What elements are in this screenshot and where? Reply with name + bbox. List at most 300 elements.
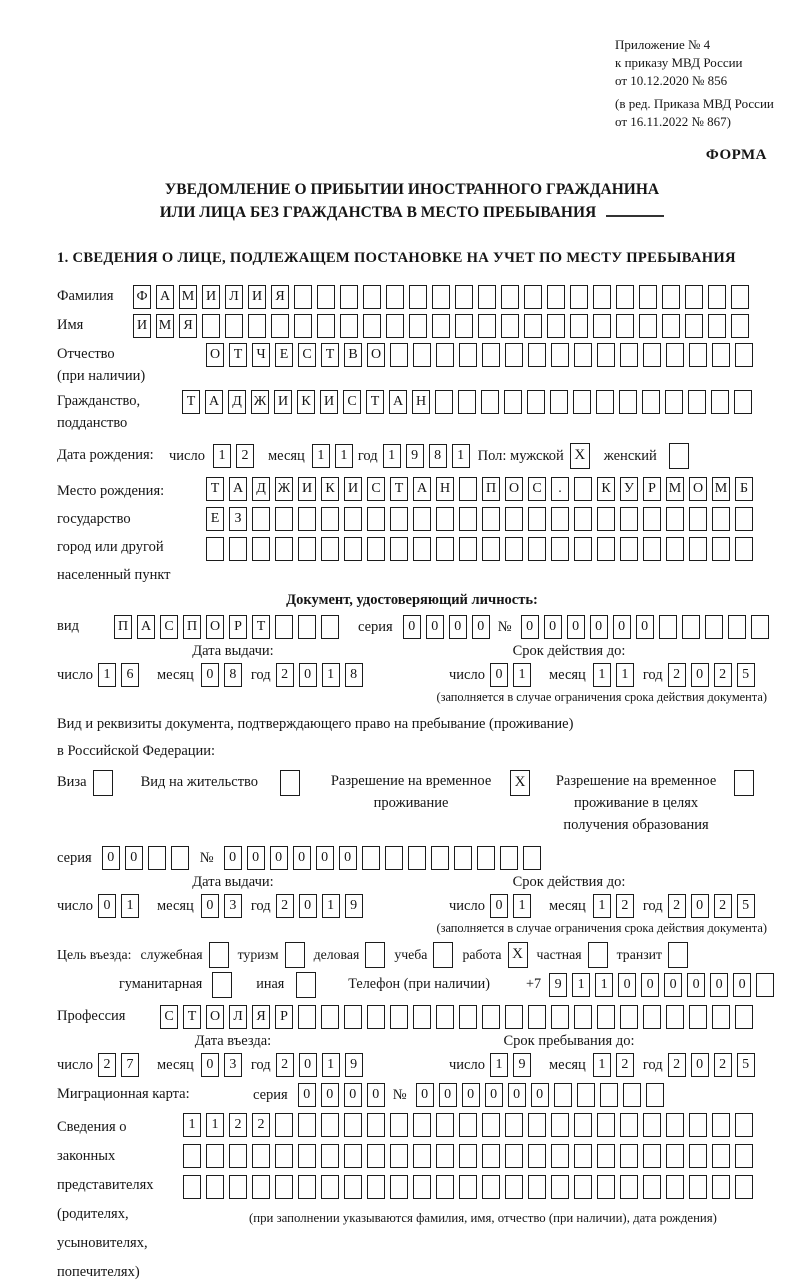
char-box[interactable]	[363, 314, 381, 338]
char-box[interactable]	[659, 615, 677, 639]
stay-doc-issue-day-boxes[interactable]	[98, 894, 144, 918]
char-box[interactable]	[321, 537, 339, 561]
char-box[interactable]: Т	[206, 477, 224, 501]
char-box[interactable]	[712, 1113, 730, 1137]
char-box[interactable]: С	[160, 1005, 178, 1029]
char-box[interactable]	[688, 390, 706, 414]
char-box[interactable]	[294, 314, 312, 338]
char-box[interactable]: 2	[616, 1053, 634, 1077]
char-box[interactable]	[689, 507, 707, 531]
char-box[interactable]: О	[505, 477, 523, 501]
birth-place-row2-boxes[interactable]	[206, 507, 758, 531]
char-box[interactable]	[298, 1175, 316, 1199]
char-box[interactable]	[252, 507, 270, 531]
char-box[interactable]: И	[248, 285, 266, 309]
stay-doc-valid-year-boxes[interactable]	[668, 894, 760, 918]
char-box[interactable]	[689, 1175, 707, 1199]
char-box[interactable]	[620, 507, 638, 531]
char-box[interactable]	[551, 507, 569, 531]
checkbox[interactable]: X	[570, 443, 590, 469]
char-box[interactable]	[344, 1175, 362, 1199]
char-box[interactable]	[409, 285, 427, 309]
char-box[interactable]: 1	[183, 1113, 201, 1137]
char-box[interactable]	[505, 1113, 523, 1137]
char-box[interactable]	[390, 343, 408, 367]
char-box[interactable]: 3	[224, 1053, 242, 1077]
char-box[interactable]: Т	[183, 1005, 201, 1029]
char-box[interactable]: Н	[436, 477, 454, 501]
char-box[interactable]: 5	[737, 894, 755, 918]
char-box[interactable]: В	[344, 343, 362, 367]
char-box[interactable]: 0	[567, 615, 585, 639]
char-box[interactable]: Ф	[133, 285, 151, 309]
birth-day-boxes[interactable]	[213, 444, 259, 468]
char-box[interactable]: 2	[668, 894, 686, 918]
char-box[interactable]	[712, 343, 730, 367]
char-box[interactable]	[574, 507, 592, 531]
char-box[interactable]: Ч	[252, 343, 270, 367]
char-box[interactable]	[271, 314, 289, 338]
char-box[interactable]	[597, 507, 615, 531]
char-box[interactable]	[229, 537, 247, 561]
birth-place-row3-boxes[interactable]	[206, 537, 758, 561]
char-box[interactable]	[413, 343, 431, 367]
char-box[interactable]: 1	[616, 663, 634, 687]
char-box[interactable]	[642, 390, 660, 414]
char-box[interactable]	[459, 1175, 477, 1199]
edu-residence-checkbox[interactable]	[734, 770, 754, 796]
char-box[interactable]	[413, 507, 431, 531]
char-box[interactable]	[639, 285, 657, 309]
char-box[interactable]	[459, 537, 477, 561]
char-box[interactable]	[593, 285, 611, 309]
char-box[interactable]	[367, 1005, 385, 1029]
checkbox[interactable]	[209, 942, 229, 968]
char-box[interactable]	[317, 314, 335, 338]
char-box[interactable]	[501, 285, 519, 309]
char-box[interactable]	[171, 846, 189, 870]
char-box[interactable]	[712, 537, 730, 561]
char-box[interactable]: 8	[224, 663, 242, 687]
char-box[interactable]	[619, 390, 637, 414]
char-box[interactable]	[455, 285, 473, 309]
char-box[interactable]	[459, 343, 477, 367]
phone-boxes[interactable]	[549, 973, 779, 997]
char-box[interactable]	[500, 846, 518, 870]
char-box[interactable]: П	[183, 615, 201, 639]
char-box[interactable]	[597, 537, 615, 561]
char-box[interactable]: 0	[298, 1083, 316, 1107]
char-box[interactable]: 2	[276, 894, 294, 918]
char-box[interactable]	[436, 1144, 454, 1168]
char-box[interactable]	[459, 507, 477, 531]
char-box[interactable]: 1	[312, 444, 330, 468]
char-box[interactable]	[275, 507, 293, 531]
identity-issue-year-boxes[interactable]	[276, 663, 368, 687]
purpose-private-checkbox[interactable]	[588, 942, 608, 968]
char-box[interactable]	[275, 1113, 293, 1137]
char-box[interactable]	[344, 1144, 362, 1168]
char-box[interactable]: А	[229, 477, 247, 501]
checkbox[interactable]	[365, 942, 385, 968]
char-box[interactable]	[616, 314, 634, 338]
char-box[interactable]	[436, 1005, 454, 1029]
char-box[interactable]	[252, 537, 270, 561]
identity-valid-month-boxes[interactable]	[593, 663, 639, 687]
char-box[interactable]	[712, 1175, 730, 1199]
char-box[interactable]	[206, 1175, 224, 1199]
char-box[interactable]	[666, 537, 684, 561]
birth-year-boxes[interactable]	[383, 444, 475, 468]
char-box[interactable]: Б	[735, 477, 753, 501]
identity-issue-month-boxes[interactable]	[201, 663, 247, 687]
purpose-business-checkbox[interactable]	[365, 942, 385, 968]
char-box[interactable]: 1	[121, 894, 139, 918]
char-box[interactable]	[689, 343, 707, 367]
char-box[interactable]: 2	[714, 663, 732, 687]
char-box[interactable]	[735, 1144, 753, 1168]
char-box[interactable]: 0	[98, 894, 116, 918]
citizenship-boxes[interactable]	[182, 390, 757, 414]
char-box[interactable]: 0	[618, 973, 636, 997]
char-box[interactable]: 0	[270, 846, 288, 870]
char-box[interactable]	[643, 1175, 661, 1199]
purpose-work-checkbox[interactable]	[508, 942, 528, 968]
char-box[interactable]	[386, 314, 404, 338]
char-box[interactable]	[597, 1175, 615, 1199]
stay-doc-issue-month-boxes[interactable]	[201, 894, 247, 918]
char-box[interactable]	[183, 1144, 201, 1168]
char-box[interactable]: 0	[247, 846, 265, 870]
char-box[interactable]	[298, 1113, 316, 1137]
char-box[interactable]	[298, 507, 316, 531]
char-box[interactable]	[459, 1144, 477, 1168]
char-box[interactable]	[735, 537, 753, 561]
char-box[interactable]	[712, 1005, 730, 1029]
char-box[interactable]	[574, 1175, 592, 1199]
char-box[interactable]: И	[320, 390, 338, 414]
stay-day-boxes[interactable]	[490, 1053, 536, 1077]
char-box[interactable]	[528, 537, 546, 561]
char-box[interactable]	[363, 285, 381, 309]
checkbox[interactable]: X	[508, 942, 528, 968]
char-box[interactable]	[643, 507, 661, 531]
char-box[interactable]: Л	[229, 1005, 247, 1029]
char-box[interactable]	[708, 285, 726, 309]
char-box[interactable]: 0	[201, 894, 219, 918]
char-box[interactable]: Я	[179, 314, 197, 338]
char-box[interactable]: 0	[321, 1083, 339, 1107]
char-box[interactable]	[436, 343, 454, 367]
char-box[interactable]	[616, 285, 634, 309]
char-box[interactable]: М	[712, 477, 730, 501]
char-box[interactable]	[435, 390, 453, 414]
char-box[interactable]: 9	[513, 1053, 531, 1077]
char-box[interactable]: У	[620, 477, 638, 501]
char-box[interactable]	[321, 507, 339, 531]
char-box[interactable]	[643, 1113, 661, 1137]
stay-year-boxes[interactable]	[668, 1053, 760, 1077]
char-box[interactable]: И	[274, 390, 292, 414]
char-box[interactable]: 0	[508, 1083, 526, 1107]
char-box[interactable]	[482, 1144, 500, 1168]
char-box[interactable]: 0	[316, 846, 334, 870]
char-box[interactable]	[482, 537, 500, 561]
char-box[interactable]: К	[297, 390, 315, 414]
char-box[interactable]	[596, 390, 614, 414]
stay-month-boxes[interactable]	[593, 1053, 639, 1077]
char-box[interactable]	[524, 314, 542, 338]
char-box[interactable]: 0	[224, 846, 242, 870]
char-box[interactable]: 0	[102, 846, 120, 870]
char-box[interactable]: 0	[710, 973, 728, 997]
char-box[interactable]: 0	[299, 663, 317, 687]
char-box[interactable]: 0	[403, 615, 421, 639]
char-box[interactable]: И	[298, 477, 316, 501]
birth-place-row1-boxes[interactable]	[206, 477, 758, 501]
char-box[interactable]: 1	[595, 973, 613, 997]
char-box[interactable]: 2	[98, 1053, 116, 1077]
char-box[interactable]: 0	[733, 973, 751, 997]
char-box[interactable]	[662, 314, 680, 338]
char-box[interactable]	[504, 390, 522, 414]
char-box[interactable]	[482, 1175, 500, 1199]
char-box[interactable]	[436, 1175, 454, 1199]
char-box[interactable]: 9	[345, 1053, 363, 1077]
char-box[interactable]: И	[133, 314, 151, 338]
char-box[interactable]	[298, 1144, 316, 1168]
char-box[interactable]	[547, 314, 565, 338]
stay-doc-valid-day-boxes[interactable]	[490, 894, 536, 918]
char-box[interactable]: 1	[513, 894, 531, 918]
purpose-humanitarian-checkbox[interactable]	[212, 972, 232, 998]
char-box[interactable]: 0	[490, 663, 508, 687]
char-box[interactable]: М	[156, 314, 174, 338]
char-box[interactable]: 5	[737, 663, 755, 687]
char-box[interactable]: 0	[521, 615, 539, 639]
char-box[interactable]	[340, 314, 358, 338]
migration-card-number-boxes[interactable]	[416, 1083, 669, 1107]
char-box[interactable]: 8	[345, 663, 363, 687]
identity-valid-day-boxes[interactable]	[490, 663, 536, 687]
char-box[interactable]	[431, 846, 449, 870]
char-box[interactable]	[639, 314, 657, 338]
surname-boxes[interactable]	[133, 285, 754, 309]
char-box[interactable]: Т	[321, 343, 339, 367]
char-box[interactable]	[666, 1175, 684, 1199]
char-box[interactable]	[570, 285, 588, 309]
char-box[interactable]	[385, 846, 403, 870]
char-box[interactable]	[528, 507, 546, 531]
patronymic-boxes[interactable]	[206, 343, 758, 367]
checkbox[interactable]	[668, 942, 688, 968]
char-box[interactable]	[731, 285, 749, 309]
char-box[interactable]	[413, 1113, 431, 1137]
char-box[interactable]	[367, 1175, 385, 1199]
char-box[interactable]: 1	[593, 1053, 611, 1077]
char-box[interactable]	[734, 390, 752, 414]
char-box[interactable]	[712, 507, 730, 531]
char-box[interactable]	[275, 1144, 293, 1168]
char-box[interactable]	[413, 1144, 431, 1168]
char-box[interactable]: 7	[121, 1053, 139, 1077]
char-box[interactable]	[454, 846, 472, 870]
char-box[interactable]: М	[666, 477, 684, 501]
char-box[interactable]	[666, 1113, 684, 1137]
char-box[interactable]: 0	[439, 1083, 457, 1107]
char-box[interactable]	[547, 285, 565, 309]
char-box[interactable]: 2	[236, 444, 254, 468]
char-box[interactable]: 1	[383, 444, 401, 468]
char-box[interactable]	[574, 1144, 592, 1168]
char-box[interactable]: 8	[429, 444, 447, 468]
char-box[interactable]	[505, 507, 523, 531]
char-box[interactable]	[620, 537, 638, 561]
char-box[interactable]	[620, 343, 638, 367]
char-box[interactable]: 0	[449, 615, 467, 639]
char-box[interactable]	[597, 343, 615, 367]
char-box[interactable]	[206, 537, 224, 561]
char-box[interactable]: Д	[228, 390, 246, 414]
char-box[interactable]: 0	[416, 1083, 434, 1107]
char-box[interactable]	[202, 314, 220, 338]
char-box[interactable]: И	[202, 285, 220, 309]
char-box[interactable]	[321, 1005, 339, 1029]
char-box[interactable]	[524, 285, 542, 309]
char-box[interactable]: О	[367, 343, 385, 367]
char-box[interactable]: 1	[213, 444, 231, 468]
char-box[interactable]	[689, 1005, 707, 1029]
char-box[interactable]	[275, 1175, 293, 1199]
char-box[interactable]: Р	[229, 615, 247, 639]
char-box[interactable]: 1	[593, 663, 611, 687]
char-box[interactable]	[600, 1083, 618, 1107]
char-box[interactable]: А	[413, 477, 431, 501]
char-box[interactable]: Ж	[251, 390, 269, 414]
char-box[interactable]: 0	[691, 663, 709, 687]
char-box[interactable]: 1	[98, 663, 116, 687]
char-box[interactable]	[367, 537, 385, 561]
purpose-official-checkbox[interactable]	[209, 942, 229, 968]
char-box[interactable]	[386, 285, 404, 309]
char-box[interactable]	[620, 1113, 638, 1137]
char-box[interactable]: 2	[276, 663, 294, 687]
char-box[interactable]	[455, 314, 473, 338]
char-box[interactable]: 6	[121, 663, 139, 687]
representatives-row3-boxes[interactable]	[183, 1175, 758, 1199]
char-box[interactable]	[550, 390, 568, 414]
char-box[interactable]: О	[689, 477, 707, 501]
char-box[interactable]	[574, 343, 592, 367]
char-box[interactable]	[344, 537, 362, 561]
char-box[interactable]	[528, 1113, 546, 1137]
char-box[interactable]	[478, 285, 496, 309]
char-box[interactable]	[620, 1005, 638, 1029]
char-box[interactable]: С	[367, 477, 385, 501]
char-box[interactable]	[321, 1175, 339, 1199]
char-box[interactable]: А	[156, 285, 174, 309]
char-box[interactable]: Т	[182, 390, 200, 414]
char-box[interactable]	[666, 1144, 684, 1168]
entry-year-boxes[interactable]	[276, 1053, 368, 1077]
char-box[interactable]: Н	[412, 390, 430, 414]
char-box[interactable]: 0	[293, 846, 311, 870]
entry-day-boxes[interactable]	[98, 1053, 144, 1077]
char-box[interactable]	[367, 1144, 385, 1168]
char-box[interactable]	[505, 1144, 523, 1168]
char-box[interactable]: О	[206, 615, 224, 639]
char-box[interactable]	[551, 1113, 569, 1137]
purpose-tourism-checkbox[interactable]	[285, 942, 305, 968]
char-box[interactable]	[528, 343, 546, 367]
char-box[interactable]: 0	[367, 1083, 385, 1107]
char-box[interactable]: С	[528, 477, 546, 501]
char-box[interactable]: 0	[613, 615, 631, 639]
identity-issue-day-boxes[interactable]	[98, 663, 144, 687]
char-box[interactable]	[459, 477, 477, 501]
char-box[interactable]: Я	[271, 285, 289, 309]
char-box[interactable]	[551, 537, 569, 561]
identity-doc-number-boxes[interactable]	[521, 615, 774, 639]
char-box[interactable]	[275, 615, 293, 639]
char-box[interactable]	[362, 846, 380, 870]
firstname-boxes[interactable]	[133, 314, 754, 338]
char-box[interactable]: 0	[641, 973, 659, 997]
char-box[interactable]	[206, 1144, 224, 1168]
char-box[interactable]	[712, 1144, 730, 1168]
char-box[interactable]: К	[597, 477, 615, 501]
char-box[interactable]	[551, 343, 569, 367]
stay-doc-number-boxes[interactable]	[224, 846, 546, 870]
checkbox[interactable]	[285, 942, 305, 968]
purpose-transit-checkbox[interactable]	[668, 942, 688, 968]
char-box[interactable]	[294, 285, 312, 309]
char-box[interactable]	[505, 537, 523, 561]
char-box[interactable]: 1	[593, 894, 611, 918]
char-box[interactable]	[577, 1083, 595, 1107]
birth-month-boxes[interactable]	[312, 444, 358, 468]
char-box[interactable]	[477, 846, 495, 870]
char-box[interactable]	[646, 1083, 664, 1107]
char-box[interactable]	[482, 343, 500, 367]
char-box[interactable]	[481, 390, 499, 414]
char-box[interactable]: 9	[406, 444, 424, 468]
char-box[interactable]	[528, 1175, 546, 1199]
char-box[interactable]	[597, 1113, 615, 1137]
char-box[interactable]: 2	[252, 1113, 270, 1137]
char-box[interactable]	[711, 390, 729, 414]
char-box[interactable]: 0	[691, 1053, 709, 1077]
char-box[interactable]: 2	[229, 1113, 247, 1137]
char-box[interactable]: 0	[125, 846, 143, 870]
char-box[interactable]	[482, 1005, 500, 1029]
char-box[interactable]	[643, 343, 661, 367]
char-box[interactable]: 2	[276, 1053, 294, 1077]
char-box[interactable]	[735, 1175, 753, 1199]
char-box[interactable]	[620, 1144, 638, 1168]
char-box[interactable]	[643, 1005, 661, 1029]
char-box[interactable]: 1	[335, 444, 353, 468]
char-box[interactable]	[662, 285, 680, 309]
char-box[interactable]: Т	[252, 615, 270, 639]
char-box[interactable]	[436, 1113, 454, 1137]
char-box[interactable]: К	[321, 477, 339, 501]
char-box[interactable]	[413, 1175, 431, 1199]
char-box[interactable]: 0	[664, 973, 682, 997]
char-box[interactable]: 0	[490, 894, 508, 918]
char-box[interactable]	[505, 343, 523, 367]
char-box[interactable]: 1	[452, 444, 470, 468]
